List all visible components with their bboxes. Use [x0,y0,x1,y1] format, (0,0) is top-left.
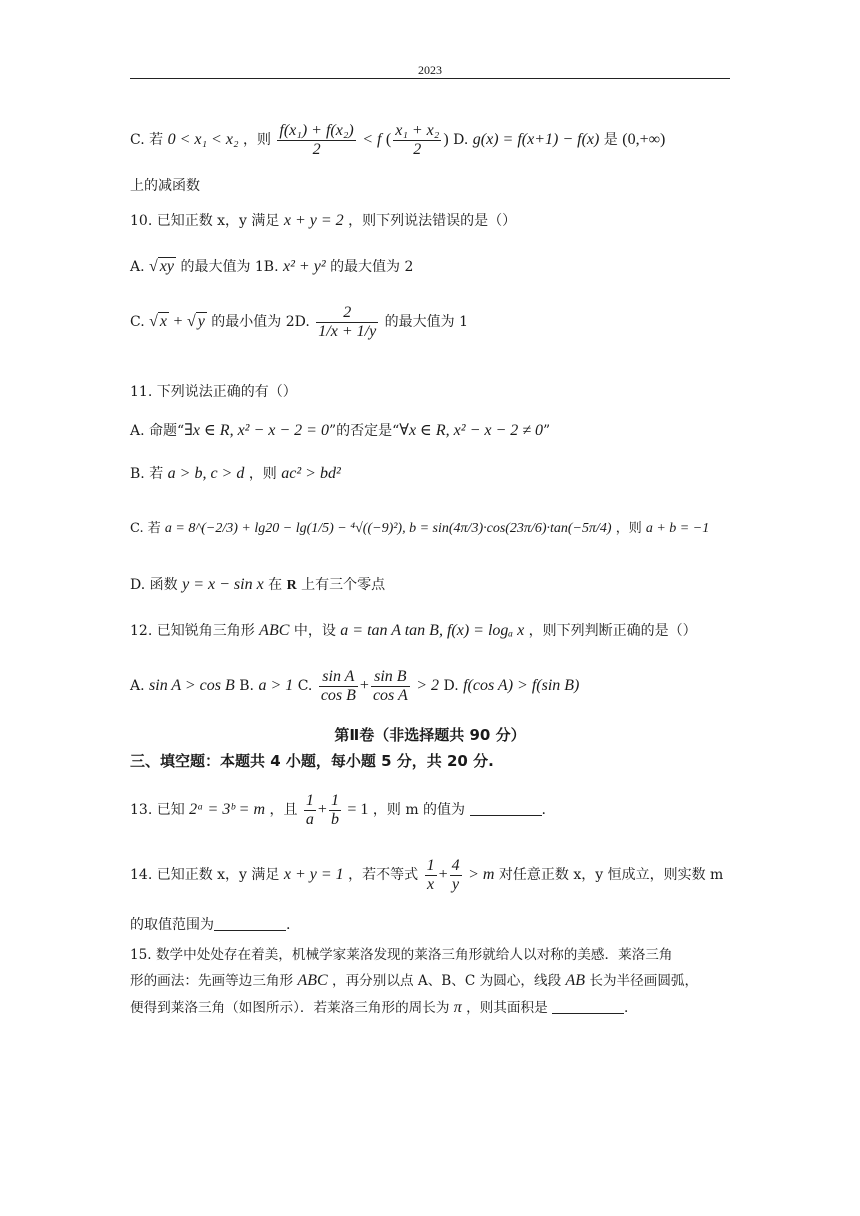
q15-line1: 15. 数学中处处存在着美，机械学家莱洛发现的莱洛三角形就给人以对称的美感．莱洛三角 [130,947,673,963]
q13-answer-blank[interactable] [470,801,542,816]
q11-c-expr-a: a = 8^(−2/3) + lg20 − lg(1/5) − ⁴√((−9)²) [164,521,403,536]
q10-b-expr: x² + y² [283,258,326,275]
q9-d-continuation: 上的减函数 [130,178,200,194]
q14-line2: 的取值范围为 . [130,917,291,933]
q11-option-d: D. 函数 y = x − sin x 在 R 上有三个零点 [130,576,386,593]
q9-c-lt: < f [362,131,382,148]
q9-d-interval: (0,+∞) [622,131,666,148]
q9-c-arg-fraction: $\frac{\text{x₁ + x₂}}{2}$ [395,121,440,158]
q9-c-fraction: $\frac{\text{f(x₁) + f(x₂)}}{2}$ [279,121,354,158]
q10-options-c-d: C. √ x + √ y 的最小值为 2D. $\frac{2}{1/x + 1/y}$ 的最大值为 1 [130,303,468,340]
q13: 13. 已知 2ᵃ = 3ᵇ = m ，且 $\frac{1}{a}$ + $\frac{1}{b}$ = 1 ，则 m 的值为 . [130,791,546,828]
q9-option-c-d: C. 若 0 < x₁ < x₂ ，则 $\frac{\text{f(x₁) + f(x₂)}}{2}$ < f ( $\frac{\text{x₁ + x₂}}{2}$ ) D. g(x) = f(x+1) − f(x) 是 (0,+∞) [130,121,666,158]
q11-c-expr-b: , b = sin(4π/3)·cos(23π/6)·tan(−5π/4) [402,521,612,536]
q15-line2: 形的画法：先画等边三角形 ABC ，再分别以点 A、B、C 为圆心，线段 AB 长为半径画圆弧， [130,972,699,989]
q10-stem-eq: x + y = 2 [283,212,344,229]
q14-answer-blank[interactable] [214,916,286,931]
q11-stem: 11. 下列说法正确的有（） [130,384,297,400]
q12-options: A. sin A > cos B B. a > 1 C. $\frac{\text{sin A}}{\text{cos B}}$ + $\frac{\text{sin B}}{\text{cos A}}$ > 2 D. f(cos A) > f(sin B) [130,667,580,704]
q10-a-radicand: xy [159,258,174,275]
part-2-title: 第Ⅱ卷（非选择题共 90 分） [334,726,526,744]
q11-option-a: A. 命题“∃x ∈ R, x² − x − 2 = 0”的否定是“∀x ∈ R, x² − x − 2 ≠ 0” [130,422,551,439]
q15-line3: 便得到莱洛三角（如图所示）．若莱洛三角形的周长为 π ，则其面积是 . [130,999,629,1016]
header-year: 2023 [418,63,442,77]
q9-c-then: ，则 [242,132,271,148]
fill-in-section-heading: 三、填空题：本题共 4 小题，每小题 5 分，共 20 分. [130,752,494,770]
q10-options-a-b: A. √ xy 的最大值为 1B. x² + y² 的最大值为 2 [130,258,414,275]
q11-option-b: B. 若 a > b, c > d ，则 ac² > bd² [130,465,341,482]
q9-c-label: C. 若 [130,132,164,148]
q9-d-label: D. [453,132,469,148]
q12-stem: 12. 已知锐角三角形 ABC 中，设 a = tan A tan B, f(x) = logₐ x ，则下列判断正确的是（） [130,622,697,639]
q10-stem: 10. 已知正数 x，y 满足 x + y = 2 ，则下列说法错误的是（） [130,212,517,229]
header-rule [130,78,730,79]
q9-d-expr: g(x) = f(x+1) − f(x) [472,131,600,148]
q14: 14. 已知正数 x，y 满足 x + y = 1 ，若不等式 $\frac{1}{x}$ + $\frac{4}{y}$ > m 对任意正数 x，y 恒成立，则实数 m [130,856,724,893]
q15-answer-blank[interactable] [552,999,624,1014]
q10-d-fraction: $\frac{2}{1/x + 1/y}$ [318,303,377,340]
q9-c-cond: 0 < x₁ < x₂ [167,131,239,148]
q9-d-text: 是 [603,132,618,148]
q11-option-c: C. 若 a = 8^(−2/3) + lg20 − lg(1/5) − ⁴√((−9)²), b = sin(4π/3)·cos(23π/6)·tan(−5π/4) ，则 a + b = −1 [130,521,710,536]
